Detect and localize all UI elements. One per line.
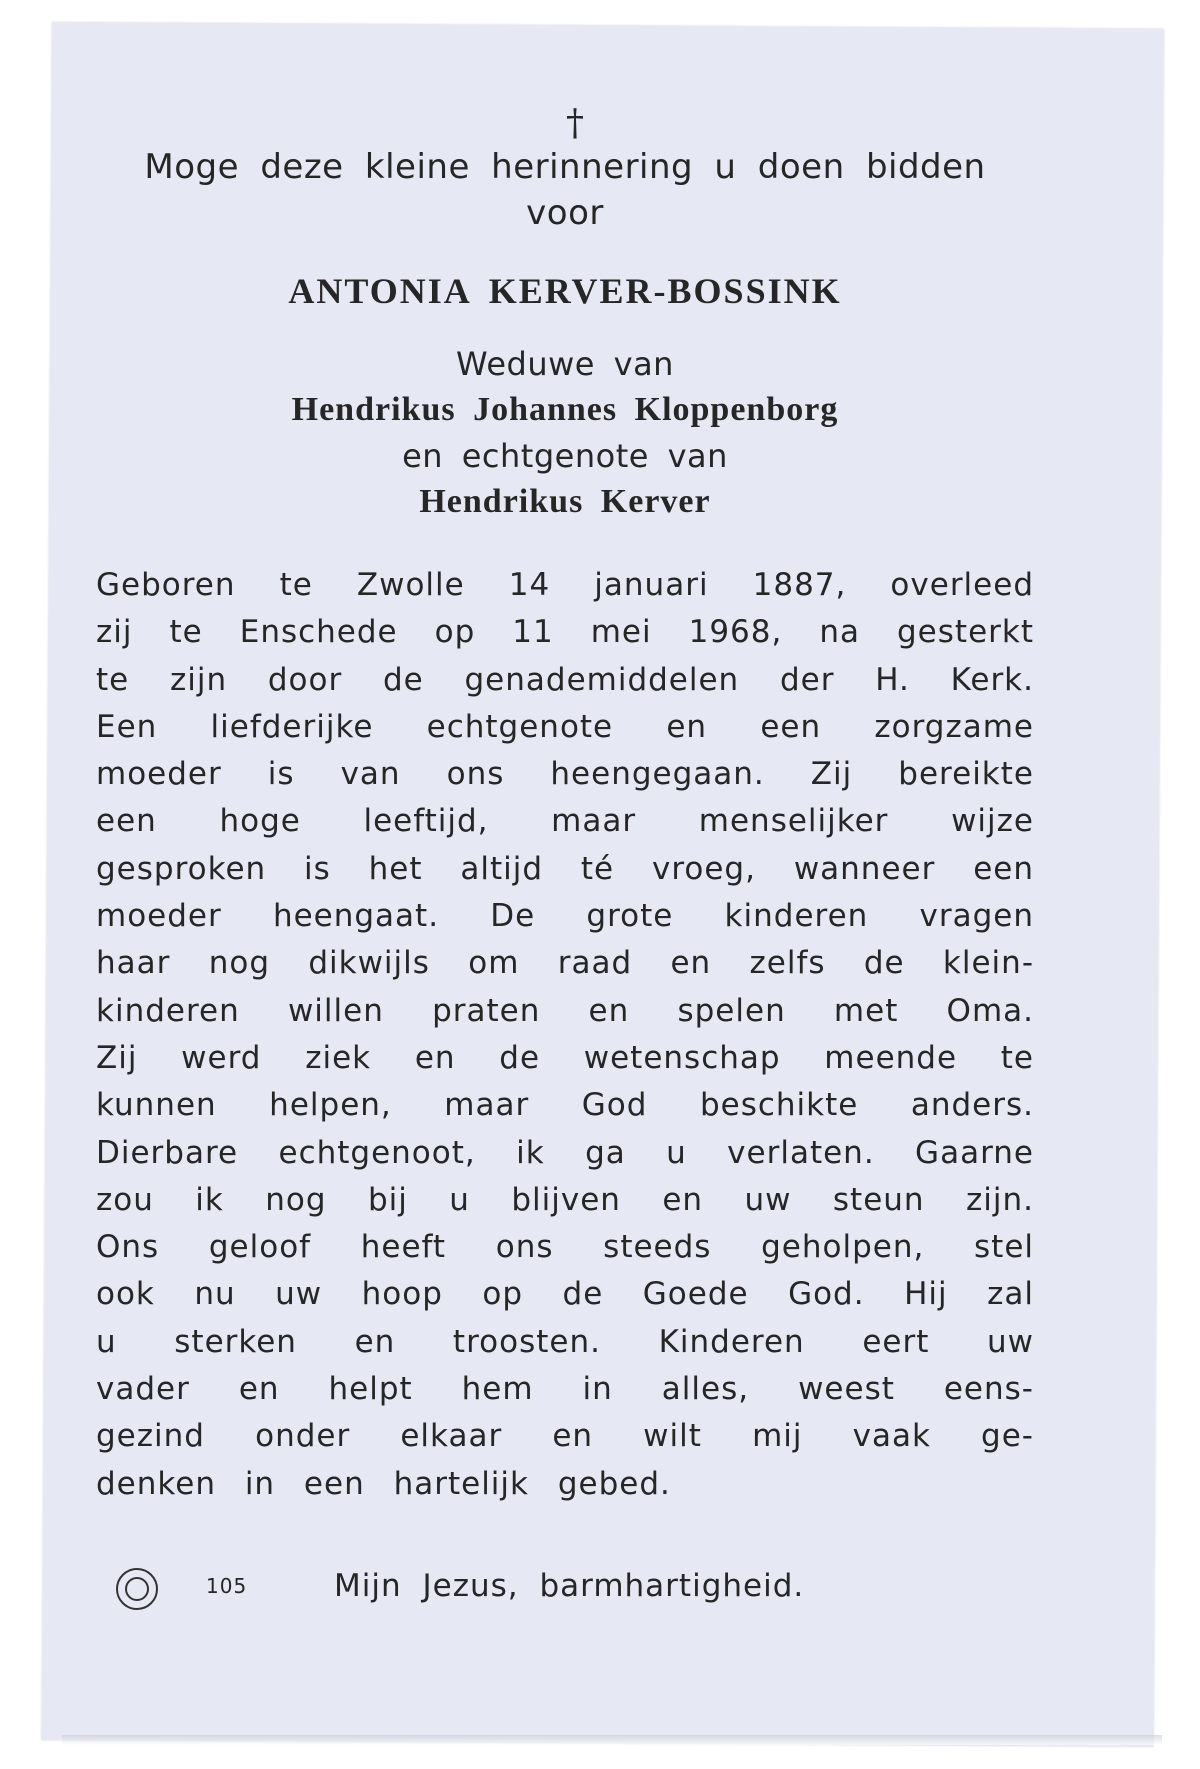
card-code: 105: [206, 1574, 248, 1598]
text-line: Dierbare echtgenoot, ik ga u verlaten. Gaarne: [96, 1134, 1034, 1171]
text-line: een hoge leeftijd, maar menselijker wijze: [96, 803, 1034, 840]
intro-line-2: voor: [526, 193, 604, 233]
text-line: moeder is van ons heengegaan. Zij bereikte: [96, 756, 1034, 793]
text-line: zou ik nog bij u blijven en uw steun zijn.: [96, 1181, 1034, 1218]
text-line: haar nog dikwijls om raad en zelfs de klein-: [96, 945, 1034, 982]
text-line: ook nu uw hoop op de Goede God. Hij zal: [96, 1276, 1034, 1313]
text-line: te zijn door de genademiddelen der H. Kerk.: [96, 661, 1034, 698]
text-line: u sterken en troosten. Kinderen eert uw: [96, 1323, 1034, 1360]
text-line: denken in een hartelijk gebed.: [96, 1465, 671, 1502]
text-line: kinderen willen praten en spelen met Oma.: [96, 992, 1034, 1029]
text-line: Geboren te Zwolle 14 januari 1887, overleed: [96, 567, 1034, 603]
first-husband-name: Hendrikus Johannes Kloppenborg: [291, 391, 839, 428]
second-husband-name: Hendrikus Kerver: [419, 483, 711, 520]
text-line: Zij werd ziek en de wetenschap meende te: [96, 1039, 1034, 1076]
cross-icon: †: [566, 103, 584, 144]
text-line: Een liefderijke echtgenote en een zorgzame: [96, 708, 1034, 745]
intro-line-1: Moge deze kleine herinnering u doen bidden: [144, 147, 986, 187]
card-shadow: [62, 1735, 1162, 1745]
logo-inner-ring: [125, 1577, 149, 1601]
text-line: gesproken is het altijd té vroeg, wanneer een: [96, 850, 1034, 887]
text-line: gezind onder elkaar en wilt mij vaak ge-: [96, 1418, 1034, 1455]
card-footer: [116, 1568, 1016, 1618]
text-line: kunnen helpen, maar God beschikte anders.: [96, 1087, 1034, 1124]
text-line: vader en helpt hem in alles, weest eens-: [96, 1371, 1034, 1408]
text-line: Ons geloof heeft ons steeds geholpen, stel: [96, 1229, 1034, 1266]
publisher-logo-icon: [116, 1568, 158, 1610]
text-line: moeder heengaat. De grote kinderen vragen: [96, 898, 1034, 935]
closing-prayer: Mijn Jezus, barmhartigheid.: [334, 1568, 805, 1604]
memorial-text: [96, 562, 1034, 1508]
text-line: zij te Enschede op 11 mei 1968, na gesterkt: [96, 614, 1034, 651]
card-content: [96, 104, 1034, 1508]
relation-widow: Weduwe van: [456, 345, 674, 383]
relation-spouse: en echtgenote van: [402, 437, 728, 475]
deceased-name: ANTONIA KERVER-BOSSINK: [288, 271, 842, 311]
